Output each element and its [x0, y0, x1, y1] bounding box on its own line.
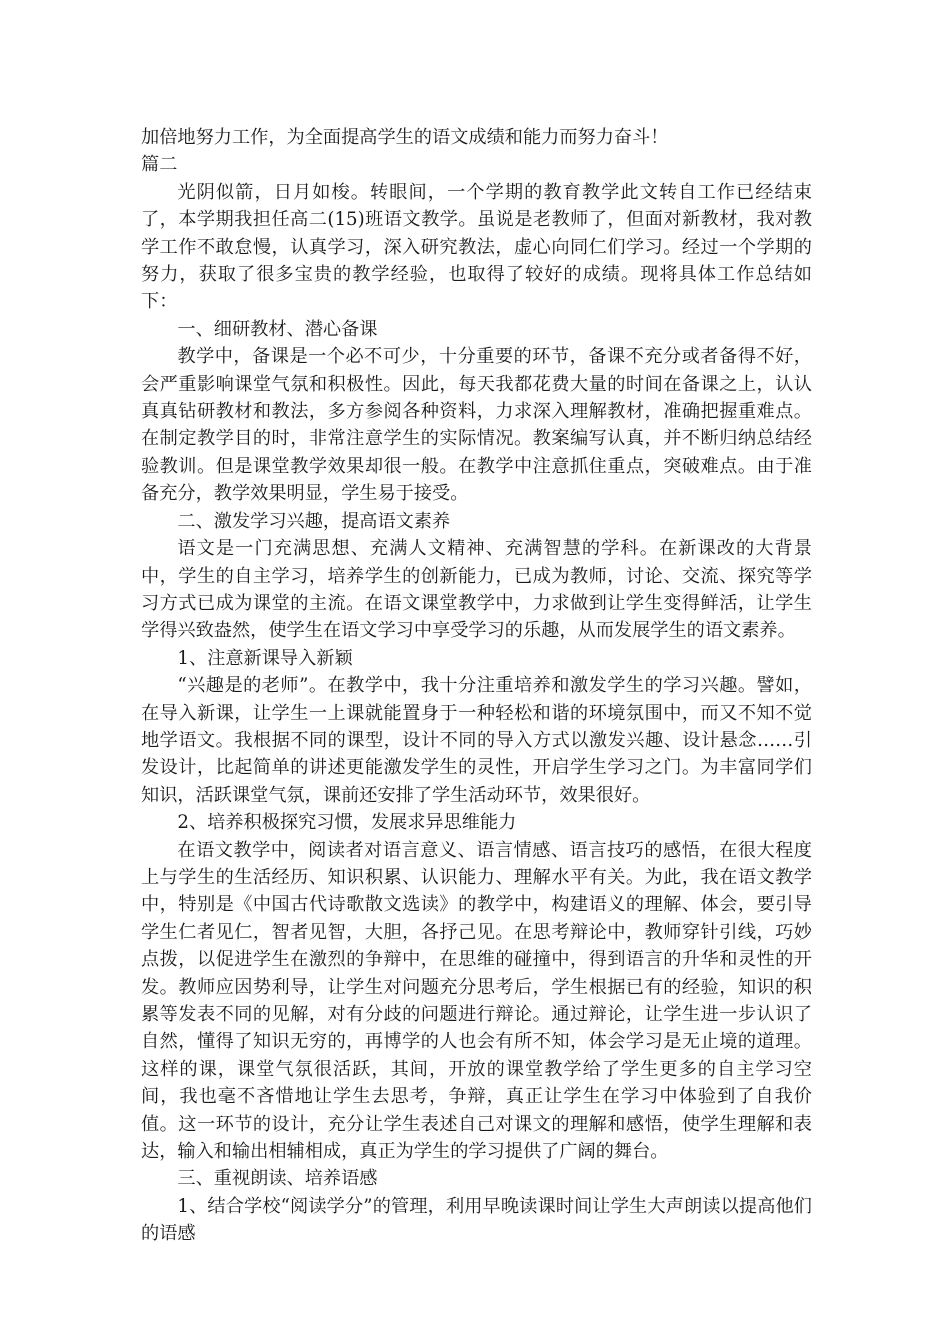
document-page — [141, 124, 812, 1248]
heading-2: 二、激发学习兴趣，提高语文素养 — [177, 510, 451, 532]
section-heading-pian-er: 篇二 — [141, 154, 178, 176]
paragraph-chinese-subject: 语文是一门充满思想、充满人文精神、充满智慧的学科。在新课改的大背景中，学生的自主学习，培养学生的创新能力，已成为教师，讨论、交流、探究等学习方式已成为课堂的主流。在语文课堂教学中，力求做到让学生变得鲜活，让学生学得兴致盎然，使学生在语文学习中享受学习的乐趣，从而发展学生的语文素养。 — [141, 538, 812, 642]
subheading-2-1: 1、注意新课导入新颖 — [177, 647, 353, 669]
subheading-2-2: 2、培养积极探究习惯，发展求异思维能力 — [177, 812, 517, 834]
heading-1: 一、细研教材、潜心备课 — [177, 318, 378, 340]
paragraph-intro: 光阴似箭，日月如梭。转眼间，一个学期的教育教学此文转自工作已经结束了，本学期我担任高二(15)班语文教学。虽说是老教师了，但面对新教材，我对教学工作不敢怠慢，认真学习，深入研究教法，虚心向同仁们学习。经过一个学期的努力，获取了很多宝贵的教学经验，也取得了较好的成绩。现将具体工作总结如下： — [141, 181, 812, 313]
paragraph-interest: “兴趣是的老师”。在教学中，我十分注重培养和激发学生的学习兴趣。譬如，在导入新课，让学生一上课就能置身于一种轻松和谐的环境氛围中，而又不知不觉地学语文。我根据不同的课型，设计不同的导入方式以激发兴趣、设计悬念……引发设计，比起简单的讲述更能激发学生的灵性，开启学生学习之门。为丰富同学们知识，活跃课堂气氛，课前还安排了学生活动环节，效果很好。 — [141, 675, 812, 806]
heading-3: 三、重视朗读、培养语感 — [177, 1168, 378, 1190]
paragraph-lesson-prep: 教学中，备课是一个必不可少，十分重要的环节，备课不充分或者备得不好，会严重影响课堂气氛和积极性。因此，每天我都花费大量的时间在备课之上，认认真真钻研教材和教法，多方参阅各种资料，力求深入理解教材，准确把握重难点。在制定教学目的时，非常注意学生的实际情况。教案编写认真，并不断归纳总结经验教训。但是课堂教学效果却很一般。在教学中注意抓住重点，突破难点。由于准备充分，教学效果明显，学生易于接受。 — [141, 346, 812, 505]
paragraph-inquiry: 在语文教学中，阅读者对语言意义、语言情感、语言技巧的感悟，在很大程度上与学生的生活经历、知识积累、认识能力、理解水平有关。为此，我在语文教学中，特别是《中国古代诗歌散文选读》的教学中，构建语义的理解、体会，要引导学生仁者见仁，智者见智，大胆，各抒己见。在思考辩论中，教师穿针引线，巧妙点拨，以促进学生在激烈的争辩中，在思维的碰撞中，得到语言的升华和灵性的开发。教师应因势利导，让学生对问题充分思考后，学生根据已有的经验，知识的积累等发表不同的见解，对有分歧的问题进行辩论。通过辩论，让学生进一步认识了自然，懂得了知识无穷的，再博学的人也会有所不知，体会学习是无止境的道理。这样的课，课堂气氛很活跃，其间，开放的课堂教学给了学生更多的自主学习空间，我也毫不吝惜地让学生去思考，争辩，真正让学生在学习中体验到了自我价值。这一环节的设计，充分让学生表述自己对课文的理解和感悟，使学生理解和表达，输入和输出相辅相成，真正为学生的学习提供了广阔的舞台。 — [141, 839, 812, 1163]
subheading-3-1: 1、结合学校“阅读学分”的管理，利用早晚读课时间让学生大声朗读以提高他们的语感 — [141, 1195, 812, 1245]
paragraph-continuation: 加倍地努力工作，为全面提高学生的语文成绩和能力而努力奋斗！ — [141, 127, 669, 148]
